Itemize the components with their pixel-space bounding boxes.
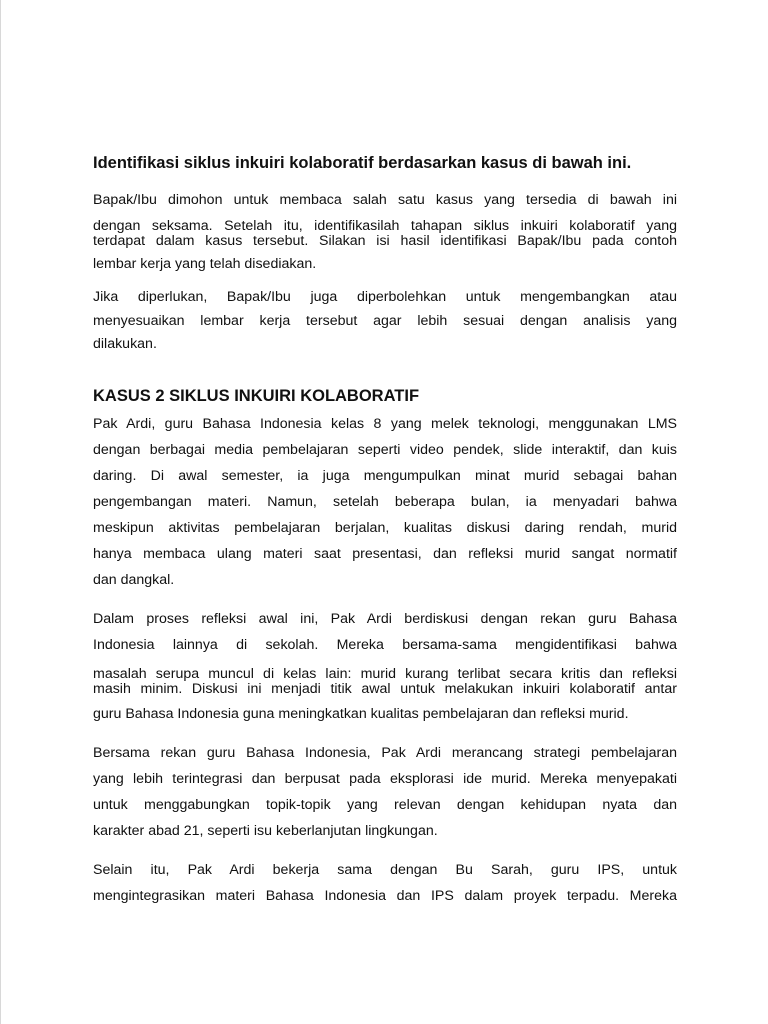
text-line: daring. Di awal semester, ia juga mengumpulkan minat murid sebagai bahan	[93, 467, 677, 484]
text-line: Bersama rekan guru Bahasa Indonesia, Pak Ardi merancang strategi pembelajaran	[93, 744, 677, 761]
text-line: hanya membaca ulang materi saat presentasi, dan refleksi murid sangat normatif	[93, 545, 677, 562]
text-line: Pak Ardi, guru Bahasa Indonesia kelas 8 yang melek teknologi, menggunakan LMS	[93, 415, 677, 432]
text-line: guru Bahasa Indonesia guna meningkatkan kualitas pembelajaran dan refleksi murid.	[93, 705, 629, 722]
case-paragraph-3	[93, 740, 677, 844]
page-edge	[0, 0, 1, 1024]
case-body	[93, 411, 677, 909]
document-content	[93, 152, 677, 922]
text-line: meskipun aktivitas pembelajaran berjalan, kualitas diskusi daring rendah, murid	[93, 519, 677, 536]
text-line: untuk menggabungkan topik-topik yang relevan dengan kehidupan nyata dan	[93, 796, 677, 813]
text-line: Bapak/Ibu dimohon untuk membaca salah satu kasus yang tersedia di bawah ini	[93, 192, 677, 208]
text-line: lembar kerja yang telah disediakan.	[93, 255, 317, 272]
text-line: Selain itu, Pak Ardi bekerja sama dengan Bu Sarah, guru IPS, untuk	[93, 861, 677, 878]
text-line: Dalam proses refleksi awal ini, Pak Ardi berdiskusi dengan rekan guru Bahasa	[93, 610, 677, 627]
text-line: dengan seksama. Setelah itu, identifikasilah tahapan siklus inkuiri kolaboratif yang	[93, 217, 677, 234]
instruction-paragraph-1	[93, 189, 677, 276]
text-line: karakter abad 21, seperti isu keberlanjutan lingkungan.	[93, 822, 438, 839]
text-line: yang lebih terintegrasi dan berpusat pada eksplorasi ide murid. Mereka menyepakati	[93, 770, 677, 787]
text-line: dan dangkal.	[93, 571, 175, 588]
text-line: menyesuaikan lembar kerja tersebut agar lebih sesuai dengan analisis yang	[93, 312, 677, 329]
text-line: dengan berbagai media pembelajaran seperti video pendek, slide interaktif, dan kuis	[93, 441, 677, 458]
text-line: Jika diperlukan, Bapak/Ibu juga diperbolehkan untuk mengembangkan atau	[93, 289, 677, 305]
text-line: masih minim. Diskusi ini menjadi titik awal untuk melakukan inkuiri kolaboratif antar	[93, 680, 677, 697]
case-paragraph-2	[93, 606, 677, 727]
instruction-paragraph-2	[93, 286, 677, 357]
text-line: terdapat dalam kasus tersebut. Silakan isi hasil identifikasi Bapak/Ibu pada contoh	[93, 232, 677, 249]
text-line: mengintegrasikan materi Bahasa Indonesia dan IPS dalam proyek terpadu. Mereka	[93, 887, 677, 904]
text-line: masalah serupa muncul di kelas lain: murid kurang terlibat secara kritis dan refleksi	[93, 665, 677, 682]
text-line: dilakukan.	[93, 336, 157, 352]
text-line: pengembangan materi. Namun, setelah beberapa bulan, ia menyadari bahwa	[93, 493, 677, 510]
text-line: Indonesia lainnya di sekolah. Mereka bersama-sama mengidentifikasi bahwa	[93, 636, 677, 653]
instructions	[93, 189, 677, 357]
case-paragraph-1	[93, 411, 677, 593]
case-paragraph-4	[93, 857, 677, 909]
document-title: Identifikasi siklus inkuiri kolaboratif berdasarkan kasus di bawah ini.	[93, 154, 632, 172]
case-heading: KASUS 2 SIKLUS INKUIRI KOLABORATIF	[93, 386, 420, 405]
